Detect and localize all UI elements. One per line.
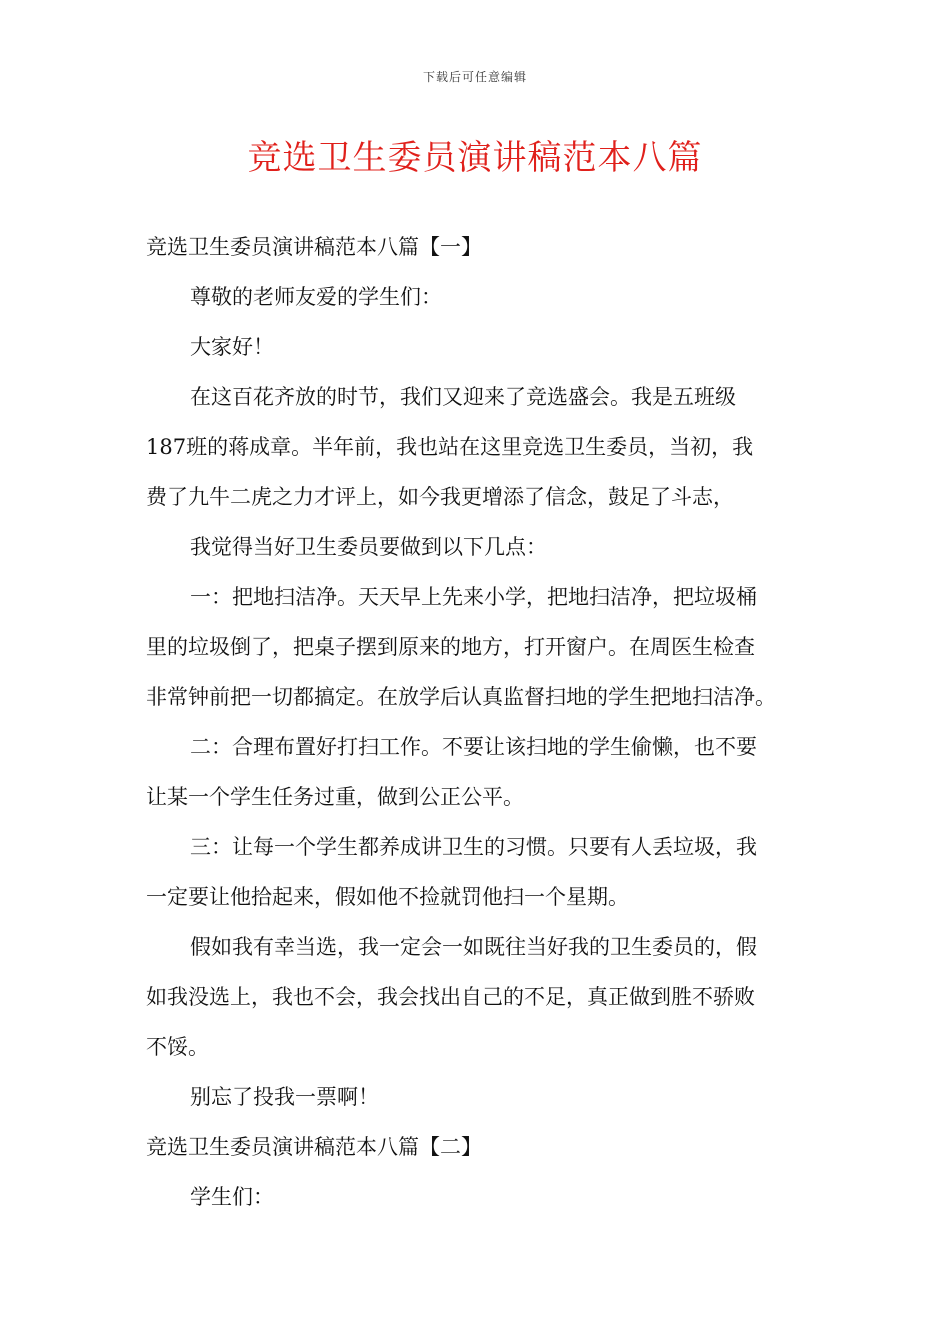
body-line: 费了九牛二虎之力才评上，如今我更增添了信念，鼓足了斗志， [146, 485, 734, 509]
body-line: 让某一个学生任务过重，做到公正公平。 [146, 785, 524, 809]
body-line: 一：把地扫洁净。天天早上先来小学，把地扫洁净，把垃圾桶 [190, 585, 757, 609]
salutation: 尊敬的老师友爱的学生们： [190, 285, 442, 309]
body-line: 如我没选上，我也不会，我会找出自己的不足，真正做到胜不骄败 [146, 985, 755, 1009]
salutation: 学生们： [190, 1185, 274, 1209]
body-line: 别忘了投我一票啊！ [190, 1085, 379, 1109]
body-line: 我觉得当好卫生委员要做到以下几点： [190, 535, 547, 559]
body-line: 二：合理布置好打扫工作。不要让该扫地的学生偷懒，也不要 [190, 735, 757, 759]
body-line: 假如我有幸当选，我一定会一如既往当好我的卫生委员的，假 [190, 935, 757, 959]
body-line: 不馁。 [146, 1035, 209, 1059]
body-line: 187班的蒋成章。半年前，我也站在这里竞选卫生委员，当初，我 [146, 435, 754, 459]
document-body [146, 222, 808, 1222]
body-line: 里的垃圾倒了，把桌子摆到原来的地方，打开窗户。在周医生检查 [146, 635, 755, 659]
section-heading-1: 竞选卫生委员演讲稿范本八篇【一】 [146, 235, 482, 259]
body-line: 非常钟前把一切都搞定。在放学后认真监督扫地的学生把地扫洁净。 [146, 685, 776, 709]
document-title: 竞选卫生委员演讲稿范本八篇 [247, 138, 703, 178]
greeting: 大家好！ [190, 335, 274, 359]
body-line: 在这百花齐放的时节，我们又迎来了竞选盛会。我是五班级 [190, 385, 736, 409]
section-heading-2: 竞选卫生委员演讲稿范本八篇【二】 [146, 1135, 482, 1159]
header-note: 下载后可任意编辑 [422, 70, 527, 84]
body-line: 一定要让他拾起来，假如他不捡就罚他扫一个星期。 [146, 885, 629, 909]
body-line: 三：让每一个学生都养成讲卫生的习惯。只要有人丢垃圾，我 [190, 835, 757, 859]
